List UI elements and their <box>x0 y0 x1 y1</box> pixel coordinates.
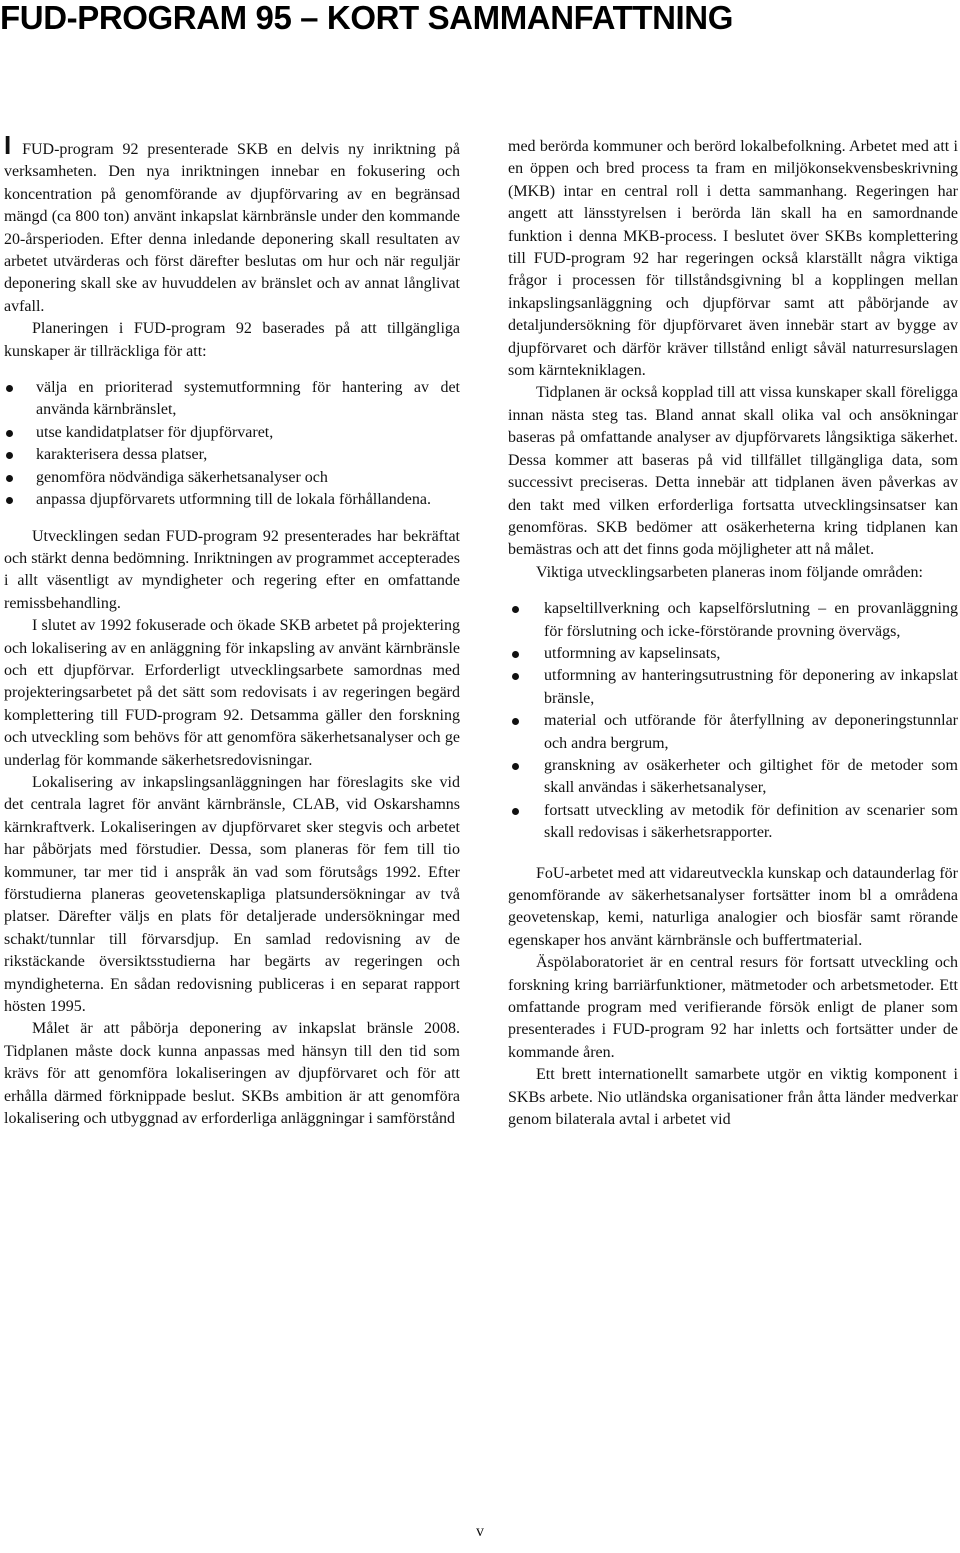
paragraph: Viktiga utvecklingsarbeten planeras inom följande områden: <box>536 563 923 581</box>
list-item: välja en prioriterad systemutformning för hantering av det använda kärnbränslet, <box>4 377 460 422</box>
paragraph: FoU-arbetet med att vidareutveckla kunskap och dataunderlag för genomförande av säkerhetsanalyser fortsätter inom bl a områdena geovetenskap, kemi, naturliga analogier och biosfär samt rörande egenskaper hos använt kärnbränsle och buffertmaterial. <box>508 864 958 949</box>
list-item: material och utförande för återfyllning av deponeringstunnlar och andra bergrum, <box>508 710 958 755</box>
paragraph <box>4 130 460 318</box>
list-item: genomföra nödvändiga säkerhetsanalyser och <box>4 467 460 489</box>
bullet-list <box>4 377 460 511</box>
list-item: fortsatt utveckling av metodik för definition av scenarier som skall redovisas i säkerhetsrapporter. <box>508 800 958 845</box>
page-title: FUD-PROGRAM 95 – KORT SAMMANFATTNING <box>0 0 733 36</box>
paragraph: med berörda kommuner och berörd lokalbefolkning. Arbetet med att i en öppen och bred process ta fram en miljökonsekvensbeskrivning (MKB) intar en central roll i detta sammanhang. Regeringen har angett att länsstyrelsen i berörda län skall ha en samordnande funktion i denna MKB-process. I beslutet över SKBs komplettering till FUD-program 92 har regeringen också klarställt några viktiga frågor i processen för tillståndsgivning bl a kopplingen mellan inkapslingsanläggning och djupförvar samt att påbörjande av detaljundersökning för djupförvaret även innebär start av bygge av djupförvaret och därför kräver tillstånd enligt såväl naturresurslagen som kärntekniklagen. <box>508 138 958 380</box>
paragraph-text: FUD-program 92 presenterade SKB en delvis ny inriktning på verksamheten. Den nya inriktningen innebar en fokusering och koncentration på genomförande av djupförvaring av en begränsad mängd (ca 800 ton) använt inkapslat kärnbränsle under den kommande 20-årsperioden. Efter denna inledande deponering skall resultaten av arbetet utvärderas och först därefter beslutas om hur och när reguljär deponering skall ske av huvuddelen av bränslet och av annat långlivat avfall. <box>4 141 460 315</box>
paragraph: Planeringen i FUD-program 92 baserades på att tillgängliga kunskaper är tillräckliga för att: <box>4 320 460 360</box>
list-item: utse kandidatplatser för djupförvaret, <box>4 422 460 444</box>
page-number: v <box>476 1523 484 1540</box>
left-column <box>4 130 460 1130</box>
list-item: anpassa djupförvarets utformning till de lokala förhållandena. <box>4 489 460 511</box>
list-item: granskning av osäkerheter och giltighet för de metoder som skall användas i säkerhetsanalyser, <box>508 755 958 800</box>
list-item: karakterisera dessa platser, <box>4 444 460 466</box>
paragraph: I slutet av 1992 fokuserade och ökade SKB arbetet på projektering och lokalisering av en anläggning för inkapsling av använt kärnbränsle och ett djupförvar. Erforderligt utvecklingsarbete samordnas med projekteringsarbetet på det sätt som redovisats i av regeringen begärd komplettering till FUD-program 92. Detsamma gäller den forskning och utveckling som behövs för att genomföra säkerhetsanalyser och ge underlag för kommande säkerhetsredovisningar. <box>4 617 460 769</box>
drop-cap: I <box>4 130 12 160</box>
paragraph: Lokalisering av inkapslingsanläggningen har föreslagits ske vid det centrala lagret för använt kärnbränsle, CLAB, vid Oskarshamns kärnkraftverk. Lokaliseringen av djupförvaret sker stegvis och arbetet har påbörjats med förstudier. Dessa, som planeras för fem till tio kommuner, tar mer tid i anspråk än vad som förutsågs 1992. Efter förstudierna planeras geovetenskapliga platsundersökningar av två platser. Därefter väljs en plats för detaljerade undersökningar med schakt/tunnlar till förvarsdjup. En samlad redovisning av de rikstäckande översiktsstudierna har begärts av regeringen och myndigheterna. En sådan redovisning publiceras i en separat rapport hösten 1995. <box>4 773 460 1016</box>
paragraph: Ett brett internationellt samarbete utgör en viktig komponent i SKBs arbete. Nio utländska organisationer från åtta länder medverkar genom bilaterala avtal i arbetet vid <box>508 1066 958 1129</box>
list-item: utformning av kapselinsats, <box>508 643 958 665</box>
list-item: kapseltillverkning och kapselförslutning – en provanläggning för förslutning och icke-förstörande provning övervägs, <box>508 598 958 643</box>
paragraph: Tidplanen är också kopplad till att vissa kunskaper skall föreligga innan nästa steg tas. Bland annat skall olika val och ansökningar baseras på omfattande analyser av djupförvarets långsiktiga säkerhet. Dessa kommer att baseras på vid tillfället tillgängliga data, som successivt preciseras. Detta innebär att tidplanen även påverkas av den takt med vilken erforderliga fortsatta utvecklingsinsatser kan genomföras. SKB bedömer att osäkerheterna kring tidplanen kan bemästras och att det finns goda möjligheter att nå målet. <box>508 384 958 559</box>
right-column <box>508 136 958 1131</box>
paragraph: Målet är att påbörja deponering av inkapslat bränsle 2008. Tidplanen måste dock kunna anpassas med hänsyn till den tid som krävs för att genomföra lokaliseringen av djupförvaret och för att erhålla därmed förknippade beslut. SKBs ambition är att genomföra lokalisering och utbyggnad av erforderliga anläggningar i samförstånd <box>4 1020 460 1128</box>
paragraph: Äspölaboratoriet är en central resurs för fortsatt utveckling och forskning kring barriärfunktioner, mätmetoder och arbetsmetoder. Ett omfattande program med verifierande försök enligt de planer som presenterades i FUD-program 92 har inletts och fortsätter under de kommande åren. <box>508 954 958 1061</box>
paragraph: Utvecklingen sedan FUD-program 92 presenterades har bekräftat och stärkt denna bedömning. Inriktningen av programmet accepterades i allt väsentligt av myndigheter och regering efter en omfattande remissbehandling. <box>4 527 460 612</box>
bullet-list <box>508 598 958 844</box>
list-item: utformning av hanteringsutrustning för deponering av inkapslat bränsle, <box>508 665 958 710</box>
